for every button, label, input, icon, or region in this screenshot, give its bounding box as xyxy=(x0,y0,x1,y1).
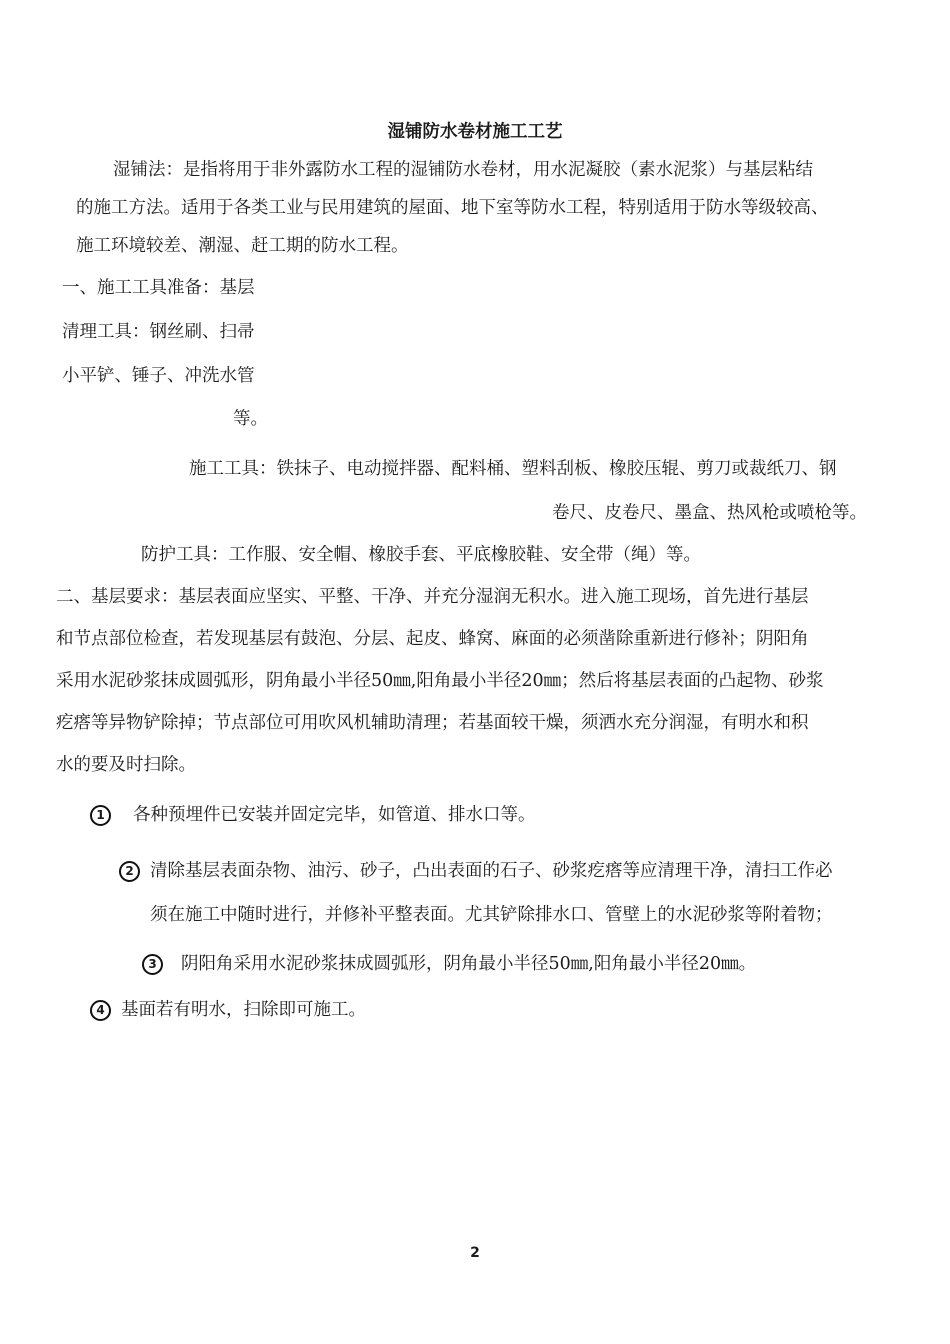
construction-tools-line-1: 施工工具：铁抹子、电动搅拌器、配料桶、塑料刮板、橡胶压辊、剪刀或裁纸刀、钢 xyxy=(189,459,837,479)
intro-line-1: 湿铺法：是指将用于非外露防水工程的湿铺防水卷材，用水泥凝胶（素水泥浆）与基层粘结 xyxy=(113,160,813,180)
section2-line-3: 采用水泥砂浆抹成圆弧形，阴角最小半径50㎜,阳角最小半径20㎜；然后将基层表面的凸起物、砂浆 xyxy=(56,671,824,691)
item-marker-2: 2 xyxy=(119,861,140,882)
section2-line-2: 和节点部位检查，若发现基层有鼓泡、分层、起皮、蜂窝、麻面的必须凿除重新进行修补；阴阳角 xyxy=(56,629,809,649)
construction-tools-line-2: 卷尺、皮卷尺、墨盒、热风枪或喷枪等。 xyxy=(552,503,867,523)
item-marker-1: 1 xyxy=(90,805,111,826)
section1-line-4: 等。 xyxy=(233,409,268,429)
section2-line-5: 水的要及时扫除。 xyxy=(56,755,196,775)
document-title: 湿铺防水卷材施工工艺 xyxy=(387,122,563,142)
page-number: 2 xyxy=(470,1245,480,1261)
protective-tools-line: 防护工具：工作服、安全帽、橡胶手套、平底橡胶鞋、安全带（绳）等。 xyxy=(141,545,701,565)
item-marker-3: 3 xyxy=(142,954,163,975)
item-1-text: 各种预埋件已安装并固定完毕，如管道、排水口等。 xyxy=(133,805,536,825)
section2-line-4: 疙瘩等异物铲除掉；节点部位可用吹风机辅助清理；若基面较干燥，须洒水充分润湿，有明水和积 xyxy=(56,713,809,733)
section2-line-1: 二、基层要求：基层表面应坚实、平整、干净、并充分湿润无积水。进入施工现场，首先进行基层 xyxy=(56,587,809,607)
item-4-text: 基面若有明水，扫除即可施工。 xyxy=(121,1000,366,1020)
item-2-text-line-2: 须在施工中随时进行，并修补平整表面。尤其铲除排水口、管壁上的水泥砂浆等附着物； xyxy=(150,905,833,925)
section1-heading: 一、施工工具准备：基层 xyxy=(62,278,255,298)
item-2-text-line-1: 清除基层表面杂物、油污、砂子，凸出表面的石子、砂浆疙瘩等应清理干净，清扫工作必 xyxy=(150,861,833,881)
intro-line-3: 施工环境较差、潮湿、赶工期的防水工程。 xyxy=(76,236,409,256)
item-marker-4: 4 xyxy=(90,1000,111,1021)
section1-line-2: 清理工具：钢丝刷、扫帚 xyxy=(62,322,255,342)
section1-line-3: 小平铲、锤子、冲洗水管 xyxy=(62,366,255,386)
intro-line-2: 的施工方法。适用于各类工业与民用建筑的屋面、地下室等防水工程，特别适用于防水等级较高、 xyxy=(76,198,829,218)
item-3-text: 阴阳角采用水泥砂浆抹成圆弧形，阴角最小半径50㎜,阳角最小半径20㎜。 xyxy=(181,954,757,974)
